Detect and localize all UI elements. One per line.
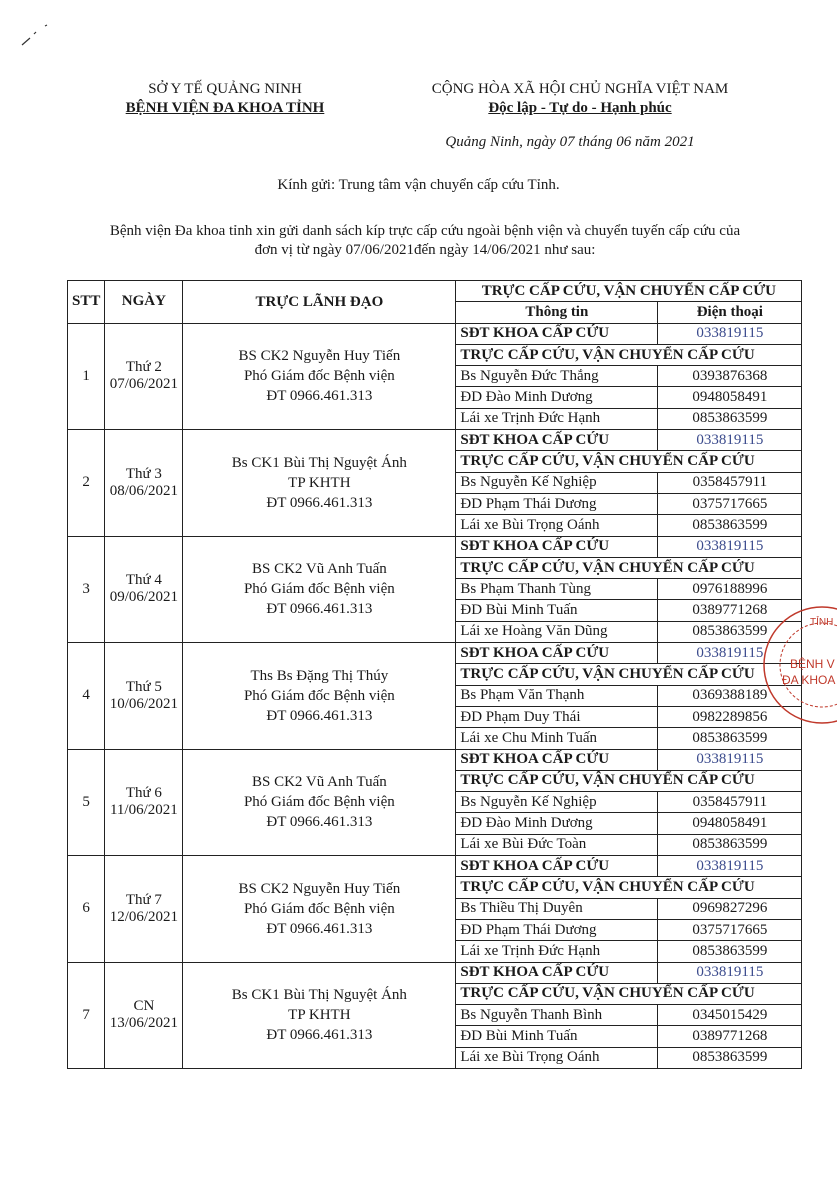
stamp-text2: ĐA KHOA [782, 673, 836, 687]
member-name: ĐD Bùi Minh Tuấn [456, 600, 658, 621]
row-leader [183, 430, 456, 536]
member-phone: 0976188996 [658, 579, 802, 600]
member-name: Lái xe Bùi Trọng Oánh [456, 515, 658, 536]
row-date: 08/06/2021 [109, 482, 179, 499]
row-day [105, 749, 183, 855]
row-stt: 4 [68, 643, 105, 749]
row-day [105, 962, 183, 1068]
leader-line: Phó Giám đốc Bệnh viện [243, 900, 395, 917]
member-phone: 0853863599 [658, 1047, 802, 1068]
leader-line: Phó Giám đốc Bệnh viện [243, 687, 395, 704]
member-phone: 0853863599 [658, 515, 802, 536]
row-leader [183, 749, 456, 855]
table-row [68, 430, 802, 451]
date-line: Quảng Ninh, ngày 07 tháng 06 năm 2021 [445, 134, 695, 150]
member-phone: 0969827296 [658, 898, 802, 919]
leader-line: ĐT 0966.461.313 [266, 1027, 373, 1044]
member-name: Bs Phạm Văn Thạnh [456, 685, 658, 706]
table-row [68, 856, 802, 877]
row-date: 10/06/2021 [109, 695, 179, 712]
col-phone: Điện thoại [658, 302, 802, 323]
nation-header [400, 80, 760, 118]
member-name: Lái xe Bùi Đức Toàn [456, 834, 658, 855]
table-row [68, 962, 802, 983]
row-leader [183, 962, 456, 1068]
row-day [105, 856, 183, 962]
team-label: TRỰC CẤP CỨU, VẬN CHUYỂN CẤP CỨU [456, 344, 802, 365]
member-phone: 0982289856 [658, 706, 802, 727]
row-weekday: Thứ 7 [125, 891, 162, 908]
body-text [75, 222, 775, 260]
er-label: SĐT KHOA CẤP CỨU [456, 749, 658, 770]
member-name: Bs Nguyễn Kế Nghiệp [456, 472, 658, 493]
hospital-stamp [760, 600, 837, 730]
row-date: 07/06/2021 [109, 376, 179, 393]
er-phone: 033819115 [658, 536, 802, 557]
member-name: ĐD Đào Minh Dương [456, 813, 658, 834]
row-date: 13/06/2021 [109, 1015, 179, 1032]
member-name: Bs Nguyễn Kế Nghiệp [456, 792, 658, 813]
leader-line: BS CK2 Nguyễn Huy Tiến [238, 880, 401, 897]
col-info: Thông tin [456, 302, 658, 323]
leader-line: TP KHTH [288, 474, 351, 491]
member-phone: 0853863599 [658, 941, 802, 962]
row-leader [183, 643, 456, 749]
org-line2: BỆNH VIỆN ĐA KHOA TỈNH [125, 100, 325, 116]
member-phone: 0375717665 [658, 493, 802, 514]
leader-line: ĐT 0966.461.313 [266, 601, 373, 618]
member-name: Lái xe Trịnh Đức Hạnh [456, 408, 658, 429]
member-phone: 0375717665 [658, 919, 802, 940]
row-day [105, 536, 183, 642]
er-label: SĐT KHOA CẤP CỨU [456, 962, 658, 983]
row-day [105, 643, 183, 749]
col-group: TRỰC CẤP CỨU, VẬN CHUYỂN CẤP CỨU [456, 281, 802, 302]
member-phone: 0948058491 [658, 387, 802, 408]
member-name: Lái xe Chu Minh Tuấn [456, 728, 658, 749]
col-stt: STT [68, 281, 105, 324]
recipient-line: Kính gửi: Trung tâm vận chuyển cấp cứu Tỉnh. [277, 177, 560, 193]
leader-line: ĐT 0966.461.313 [266, 494, 373, 511]
leader-line: ĐT 0966.461.313 [266, 707, 373, 724]
team-label: TRỰC CẤP CỨU, VẬN CHUYỂN CẤP CỨU [456, 664, 802, 685]
row-leader [183, 323, 456, 429]
row-weekday: Thứ 2 [125, 359, 162, 376]
team-label: TRỰC CẤP CỨU, VẬN CHUYỂN CẤP CỨU [456, 451, 802, 472]
member-name: ĐD Phạm Thái Dương [456, 919, 658, 940]
row-weekday: Thứ 6 [125, 785, 162, 802]
row-weekday: CN [133, 998, 155, 1015]
member-phone: 0853863599 [658, 728, 802, 749]
member-phone: 0369388189 [658, 685, 802, 706]
member-name: Bs Phạm Thanh Tùng [456, 579, 658, 600]
er-phone: 033819115 [658, 749, 802, 770]
row-day [105, 323, 183, 429]
col-day: NGÀY [105, 281, 183, 324]
member-name: ĐD Phạm Thái Dương [456, 493, 658, 514]
org-line1: SỞ Y TẾ QUẢNG NINH [148, 81, 302, 97]
member-phone: 0358457911 [658, 472, 802, 493]
leader-line: ĐT 0966.461.313 [266, 920, 373, 937]
stamp-text3: TỈNH [810, 617, 834, 628]
member-phone: 0358457911 [658, 792, 802, 813]
member-name: ĐD Đào Minh Dương [456, 387, 658, 408]
row-date: 09/06/2021 [109, 589, 179, 606]
member-name: Lái xe Bùi Trọng Oánh [456, 1047, 658, 1068]
leader-line: Bs CK1 Bùi Thị Nguyệt Ánh [231, 987, 407, 1004]
member-name: Lái xe Hoàng Văn Dũng [456, 621, 658, 642]
row-stt: 5 [68, 749, 105, 855]
leader-line: ĐT 0966.461.313 [266, 814, 373, 831]
stamp-text1: BỆNH V [790, 657, 835, 671]
leader-line: Ths Bs Đặng Thị Thúy [250, 667, 389, 684]
leader-line: Phó Giám đốc Bệnh viện [243, 581, 395, 598]
row-leader [183, 536, 456, 642]
member-phone: 0853863599 [658, 408, 802, 429]
team-label: TRỰC CẤP CỨU, VẬN CHUYỂN CẤP CỨU [456, 877, 802, 898]
row-stt: 6 [68, 856, 105, 962]
table-row [68, 536, 802, 557]
leader-line: TP KHTH [288, 1007, 351, 1024]
member-phone: 0389771268 [658, 600, 802, 621]
row-day [105, 430, 183, 536]
member-name: ĐD Phạm Duy Thái [456, 706, 658, 727]
er-phone: 033819115 [658, 856, 802, 877]
member-name: Bs Thiều Thị Duyên [456, 898, 658, 919]
team-label: TRỰC CẤP CỨU, VẬN CHUYỂN CẤP CỨU [456, 983, 802, 1004]
er-phone: 033819115 [658, 643, 802, 664]
er-label: SĐT KHOA CẤP CỨU [456, 323, 658, 344]
leader-line: Phó Giám đốc Bệnh viện [243, 794, 395, 811]
team-label: TRỰC CẤP CỨU, VẬN CHUYỂN CẤP CỨU [456, 557, 802, 578]
er-label: SĐT KHOA CẤP CỨU [456, 430, 658, 451]
nation-line2: Độc lập - Tự do - Hạnh phúc [488, 100, 672, 116]
er-phone: 033819115 [658, 430, 802, 451]
er-phone: 033819115 [658, 323, 802, 344]
row-stt: 7 [68, 962, 105, 1068]
member-name: ĐD Bùi Minh Tuấn [456, 1026, 658, 1047]
pen-mark [20, 20, 60, 50]
member-phone: 0948058491 [658, 813, 802, 834]
table-row [68, 749, 802, 770]
row-date: 12/06/2021 [109, 908, 179, 925]
team-label: TRỰC CẤP CỨU, VẬN CHUYỂN CẤP CỨU [456, 770, 802, 791]
leader-line: BS CK2 Vũ Anh Tuấn [251, 774, 387, 791]
table-body [68, 323, 802, 1068]
er-label: SĐT KHOA CẤP CỨU [456, 856, 658, 877]
row-stt: 2 [68, 430, 105, 536]
member-name: Lái xe Trịnh Đức Hạnh [456, 941, 658, 962]
table-row [68, 643, 802, 664]
member-phone: 0393876368 [658, 366, 802, 387]
leader-line: BS CK2 Vũ Anh Tuấn [251, 561, 387, 578]
member-name: Bs Nguyễn Thanh Bình [456, 1005, 658, 1026]
row-weekday: Thứ 5 [125, 678, 162, 695]
table-row [68, 323, 802, 344]
er-phone: 033819115 [658, 962, 802, 983]
member-phone: 0389771268 [658, 1026, 802, 1047]
er-label: SĐT KHOA CẤP CỨU [456, 643, 658, 664]
body-line1: Bệnh viện Đa khoa tỉnh xin gửi danh sách kíp trực cấp cứu ngoài bệnh viện và chuyển tuyến cấp cứu của [109, 223, 741, 239]
member-phone: 0345015429 [658, 1005, 802, 1026]
member-name: Bs Nguyễn Đức Thắng [456, 366, 658, 387]
col-leader: TRỰC LÃNH ĐẠO [183, 281, 456, 324]
leader-line: ĐT 0966.461.313 [266, 388, 373, 405]
row-weekday: Thứ 4 [125, 572, 162, 589]
member-phone: 0853863599 [658, 834, 802, 855]
er-label: SĐT KHOA CẤP CỨU [456, 536, 658, 557]
nation-line1: CỘNG HÒA XÃ HỘI CHỦ NGHĨA VIỆT NAM [431, 81, 729, 97]
row-date: 11/06/2021 [109, 802, 178, 819]
row-stt: 1 [68, 323, 105, 429]
row-stt: 3 [68, 536, 105, 642]
row-weekday: Thứ 3 [125, 465, 162, 482]
duty-table [67, 280, 802, 1069]
org-header [105, 80, 345, 118]
member-phone: 0853863599 [658, 621, 802, 642]
body-line2: đơn vị từ ngày 07/06/2021đến ngày 14/06/2021 như sau: [254, 242, 596, 258]
leader-line: Bs CK1 Bùi Thị Nguyệt Ánh [231, 454, 407, 471]
leader-line: Phó Giám đốc Bệnh viện [243, 368, 395, 385]
row-leader [183, 856, 456, 962]
leader-line: BS CK2 Nguyễn Huy Tiến [238, 348, 401, 365]
